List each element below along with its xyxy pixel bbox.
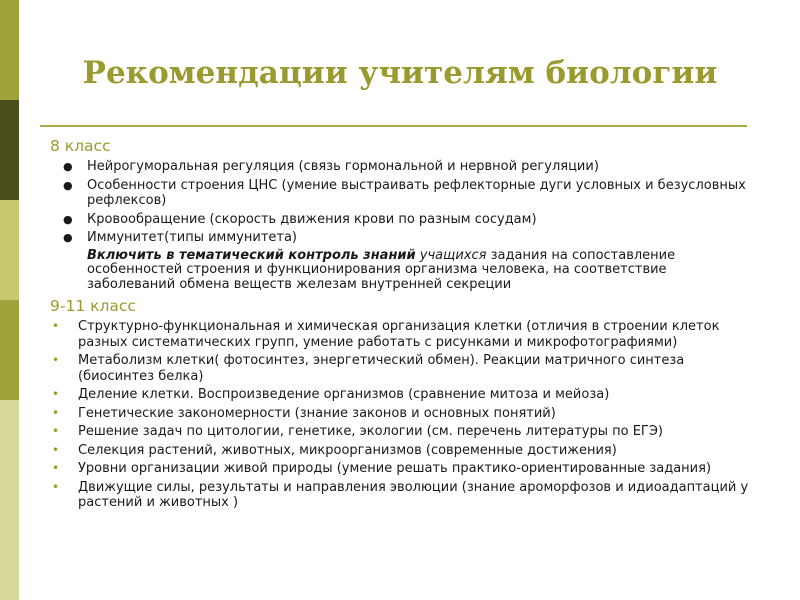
title-divider <box>40 125 747 127</box>
sidebar-segment <box>0 400 19 600</box>
section-heading-9-11: 9-11 класс <box>50 297 136 315</box>
list-item <box>52 442 755 459</box>
list-item <box>63 177 755 209</box>
list-item-text: Уровни организации живой природы (умение решать практико-ориентированные задания) <box>78 461 712 476</box>
slide-content <box>50 136 755 514</box>
list-item-text: Метаболизм клетки( фотосинтез, энергетический обмен). Реакции матричного синтеза (биосинтез белка) <box>78 353 685 384</box>
list-item <box>52 353 755 384</box>
list-item <box>63 159 755 175</box>
list-item-text: Нейрогуморальная регуляция (связь гормональной и нервной регуляции) <box>87 159 599 174</box>
dot-bullet-icon: • <box>52 319 60 333</box>
disc-bullet-icon: ● <box>63 160 73 173</box>
note-bold-text: Включить в тематический контроль знаний <box>87 247 416 263</box>
dot-bullet-icon: • <box>52 442 60 457</box>
list-item-text: Кровообращение (скорость движения крови по разным сосудам) <box>87 211 537 227</box>
list-item <box>52 405 755 422</box>
sidebar-segment <box>0 200 19 300</box>
section-heading-8: 8 класс <box>50 137 111 155</box>
list-item <box>52 461 755 477</box>
disc-bullet-icon: ● <box>63 212 73 226</box>
list-item <box>52 319 755 350</box>
list-item <box>52 387 755 403</box>
dot-bullet-icon: • <box>52 461 60 475</box>
list-item <box>52 424 755 440</box>
list-item-text: Иммунитет(типы иммунитета) <box>87 230 297 245</box>
disc-bullet-icon: ● <box>63 178 73 192</box>
dot-bullet-icon: • <box>52 353 60 367</box>
control-note <box>87 249 755 293</box>
list-item <box>63 211 755 228</box>
decorative-sidebar <box>0 0 19 600</box>
list-item-text: Структурно-функциональная и химическая организация клетки (отличия в строении клеток разных систематических групп, умение работать с рисунками и микрофотографиями) <box>78 319 720 350</box>
sidebar-segment <box>0 100 19 200</box>
dot-bullet-icon: • <box>52 424 60 438</box>
dot-bullet-icon: • <box>52 405 60 420</box>
list-item-text: Генетические закономерности (знание законов и основных понятий) <box>78 405 556 421</box>
disc-bullet-icon: ● <box>63 231 73 244</box>
slide-title: Рекомендации учителям биологии <box>82 55 718 91</box>
dot-bullet-icon: • <box>52 479 60 494</box>
list-item-text: Особенности строения ЦНС (умение выстраивать рефлекторные дуги условных и безусловных рефлексов) <box>87 177 746 208</box>
sidebar-segment <box>0 300 19 400</box>
note-text: задания на сопоставление особенностей строения и функционирования организма человека, на соответствие заболеваний обмена веществ железам внутренней секреции <box>87 247 676 292</box>
list-item-text: Деление клетки. Воспроизведение организмов (сравнение митоза и мейоза) <box>78 387 610 402</box>
list-item <box>63 230 755 246</box>
sidebar-segment <box>0 0 19 100</box>
dot-bullet-icon: • <box>52 387 60 401</box>
note-italic-text: учащихся <box>419 247 487 263</box>
list-item <box>52 479 755 511</box>
list-grade-9-11 <box>50 319 755 511</box>
list-item-text: Решение задач по цитологии, генетике, экологии (см. перечень литературы по ЕГЭ) <box>78 424 663 439</box>
list-grade-8 <box>50 159 755 246</box>
list-item-text: Движущие силы, результаты и направления эволюции (знание ароморфозов и идиоадаптаций у растений и животных ) <box>78 479 749 510</box>
list-item-text: Селекция растений, животных, микроорганизмов (современные достижения) <box>78 442 617 458</box>
